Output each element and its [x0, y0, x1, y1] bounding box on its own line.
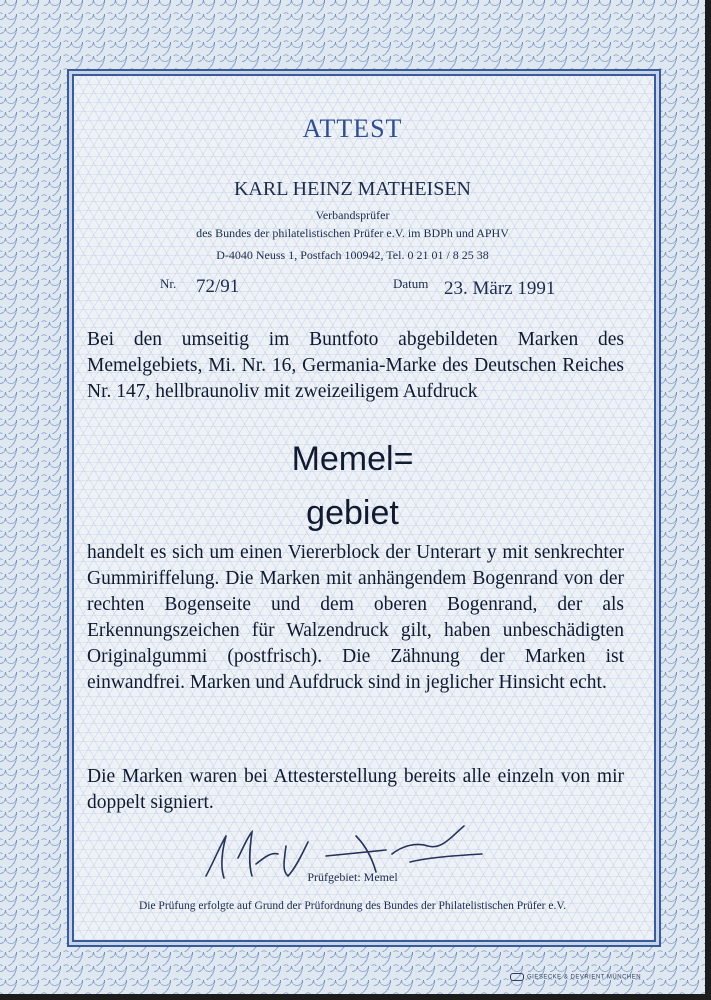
footer-note: Die Prüfung erfolgte auf Grund der Prüfordnung des Bundes der Philatelistischen Prüfer e.V. — [138, 900, 567, 912]
examiner-role: Verbandsprüfer — [315, 208, 390, 222]
examiner-association: des Bundes der philatelistischen Prüfer e.V. im BDPh und APHV — [196, 226, 509, 240]
overprint-line-1: Memel= — [291, 440, 414, 478]
pruefgebiet-label: Prüfgebiet: Memel — [307, 870, 398, 884]
examiner-address: D-4040 Neuss 1, Postfach 100942, Tel. 0 21 01 / 8 25 38 — [216, 248, 489, 262]
certificate-number: 72/91 — [196, 276, 240, 297]
body-paragraph-1: Bei den umseitig im Buntfoto abgebildeten Marken des Memelgebiets, Mi. Nr. 16, Germania-Marke des Deutschen Reiches Nr. 147, hellbraunoliv mit zweizeiligem Aufdruck — [87, 329, 624, 402]
body-paragraph-3: Die Marken waren bei Attesterstellung bereits alle einzeln von mir doppelt signiert. — [87, 766, 624, 813]
body-paragraph-2: handelt es sich um einen Viererblock der Unterart y mit senkrechter Gummiriffelung. Die Marken mit anhängendem Bogenrand von der rechten Bogenseite und dem oberen Bogenrand, der als Erkennungszeichen für Walzendruck gilt, haben unbeschädigten Originalgummi (postfrisch). Die Zähnung der Marken ist einwandfrei. Marken und Aufdruck sind in jeglicher Hinsicht echt. — [87, 542, 624, 693]
examiner-name: KARL HEINZ MATHEISEN — [233, 178, 471, 200]
certificate-title: ATTEST — [302, 114, 403, 143]
overprint-line-2: gebiet — [306, 494, 399, 532]
printer-logo-icon — [510, 973, 524, 981]
certificate-date: 23. März 1991 — [444, 278, 556, 299]
printer-mark-text: GIESECKE & DEVRIENT MÜNCHEN — [527, 974, 642, 981]
date-label: Datum — [393, 276, 429, 291]
number-label: Nr. — [160, 276, 177, 291]
printer-mark — [510, 973, 641, 981]
